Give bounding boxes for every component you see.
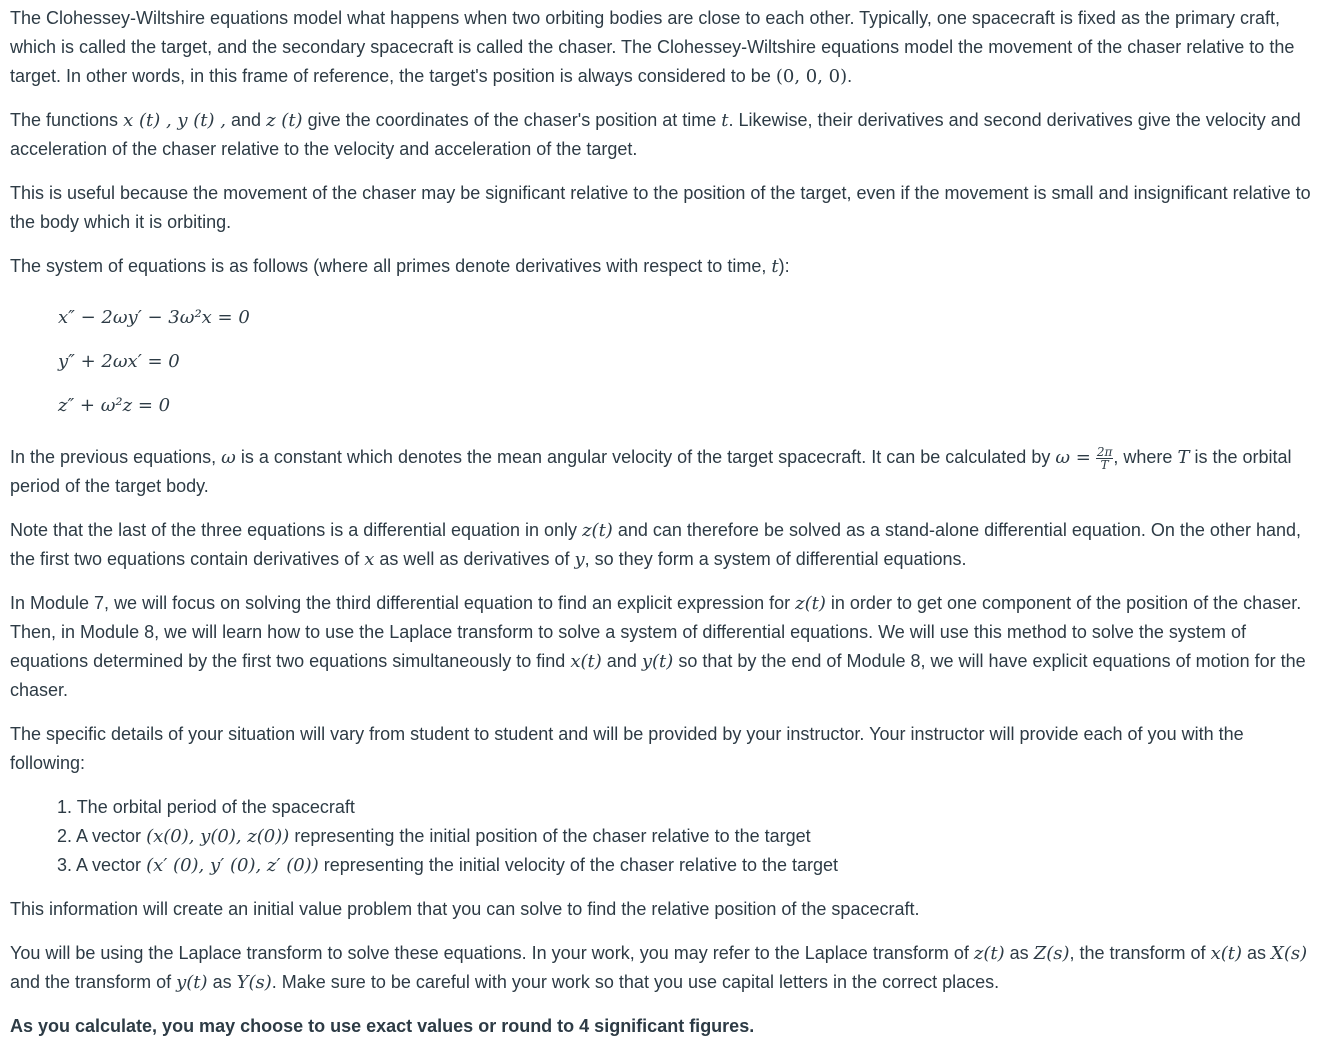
text-segment: The system of equations is as follows (where all primes denote derivatives with respect to time, <box>10 256 767 276</box>
text-segment: , where <box>1113 447 1173 467</box>
text-segment: and <box>606 651 637 671</box>
text-segment: You will be using the Laplace transform to solve these equations. In your work, you may refer to the Laplace transform of <box>10 943 969 963</box>
math-Xs: X(s) <box>1271 943 1308 964</box>
list-item-text: 3. A vector <box>57 855 142 875</box>
paragraph-usefulness: This is useful because the movement of the chaser may be significant relative to the position of the target, even if the movement is small and insignificant relative to the body which it is orbiting. <box>10 183 1311 232</box>
math-z: z (t) <box>266 110 303 131</box>
math-y: y <box>574 549 585 570</box>
math-yt: y(t) <box>176 972 208 993</box>
text-segment: as <box>212 972 232 992</box>
paragraph-note <box>10 516 1321 574</box>
text-segment: and the transform of <box>10 972 172 992</box>
text-segment: , the transform of <box>1069 943 1206 963</box>
text-segment: give the coordinates of the chaser's position at time <box>307 110 717 130</box>
list-item-text: 2. A vector <box>57 826 142 846</box>
math-T: T <box>1177 447 1190 468</box>
math-Ys: Y(s) <box>236 972 272 993</box>
math-initial-velocity: (x′ (0), y′ (0), z′ (0)) <box>146 855 319 876</box>
math-omega-eq: ω = <box>1055 447 1091 468</box>
paragraph-modules <box>10 589 1321 705</box>
math-t: t <box>771 256 779 277</box>
math-zt: z(t) <box>582 520 613 541</box>
paragraph-omega <box>10 443 1321 501</box>
equation-z: z″ + ω²z = 0 <box>58 395 171 416</box>
math-initial-position: (x(0), y(0), z(0)) <box>146 826 290 847</box>
equation-system <box>10 296 1321 428</box>
list-item <box>57 851 1321 880</box>
text-segment: so that by the end of Module 8, we will have explicit equations of motion for the chaser. <box>10 651 1306 700</box>
text-segment: In Module 7, we will focus on solving the third differential equation to find an explicit expression for <box>10 593 791 613</box>
math-t: t <box>721 110 729 131</box>
math-zt: z(t) <box>795 593 826 614</box>
paragraph-laplace <box>10 939 1321 997</box>
math-yt: y(t) <box>641 651 674 672</box>
paragraph-functions <box>10 106 1321 164</box>
text-segment: in order to get one component of the position of the chaser. Then, in Module 8, we will learn how to use the Laplace transform to solve a system of differential equations. We will use this method to solve the system of equations determined by the first two equations simultaneously to find <box>10 593 1302 671</box>
text-segment: The functions <box>10 110 119 130</box>
list-item-text: representing the initial position of the chaser relative to the target <box>294 826 811 846</box>
equation-x: x″ − 2ωy′ − 3ω²x = 0 <box>58 307 250 328</box>
text-segment: and can therefore be solved as a stand-alone differential equation. On the other hand, the first two equations contain derivatives of <box>10 520 1301 569</box>
paragraph-intro <box>10 4 1321 91</box>
text-segment: . Likewise, their derivatives and second derivatives give the velocity and acceleration of the chaser relative to the velocity and acceleration of the target. <box>10 110 1301 159</box>
list-item-text: 1. The orbital period of the spacecraft <box>57 797 355 817</box>
text-segment: as <box>1009 943 1029 963</box>
text-segment: , so they form a system of differential equations. <box>584 549 967 569</box>
math-xt: x(t) <box>570 651 602 672</box>
fraction-denominator: T <box>1100 458 1109 472</box>
text-segment: Note that the last of the three equations is a differential equation in only <box>10 520 578 540</box>
paragraph-intro-text: The Clohessey-Wiltshire equations model what happens when two orbiting bodies are close to each other. Typically, one spacecraft is fixed as the primary craft, which is called the target, and the secondary spacecraft is called the chaser. The Clohessey-Wiltshire equations model the movement of the chaser relative to the target. In other words, in this frame of reference, the target's position is always considered to be <box>10 8 1295 86</box>
paragraph-details: The specific details of your situation will vary from student to student and will be provided by your instructor. Your instructor will provide each of you with the following: <box>10 724 1244 773</box>
math-zt: z(t) <box>973 943 1005 964</box>
paragraph-rounding-note: As you calculate, you may choose to use exact values or round to 4 significant figures. <box>10 1016 755 1036</box>
math-x: x <box>364 549 375 570</box>
paragraph-ivp: This information will create an initial value problem that you can solve to find the relative position of the spacecraft. <box>10 899 920 919</box>
paragraph-system-intro <box>10 252 1321 281</box>
math-omega: ω <box>221 447 236 468</box>
paragraph-intro-end: . <box>847 66 853 86</box>
text-segment: is a constant which denotes the mean angular velocity of the target spacecraft. It can be calculated by <box>240 447 1051 467</box>
math-Zs: Z(s) <box>1033 943 1070 964</box>
math-xy: x (t) , y (t) , <box>123 110 227 131</box>
fraction-2pi-over-t <box>1096 446 1114 471</box>
list-item <box>57 822 1321 851</box>
math-origin: (0, 0, 0) <box>775 66 848 87</box>
list-item-text: representing the initial velocity of the chaser relative to the target <box>323 855 839 875</box>
text-segment: In the previous equations, <box>10 447 217 467</box>
text-segment: is the orbital period of the target body. <box>10 447 1292 496</box>
text-segment: ): <box>778 256 790 276</box>
equation-y: y″ + 2ωx′ = 0 <box>58 351 180 372</box>
text-segment: as <box>1247 943 1267 963</box>
text-segment: and <box>231 110 262 130</box>
text-segment: . Make sure to be careful with your work so that you use capital letters in the correct places. <box>271 972 1000 992</box>
text-segment: as well as derivatives of <box>379 549 570 569</box>
math-xt: x(t) <box>1210 943 1242 964</box>
list-item <box>57 793 1321 822</box>
instructor-provided-list <box>10 793 1321 880</box>
fraction-numerator: 2π <box>1096 445 1113 459</box>
